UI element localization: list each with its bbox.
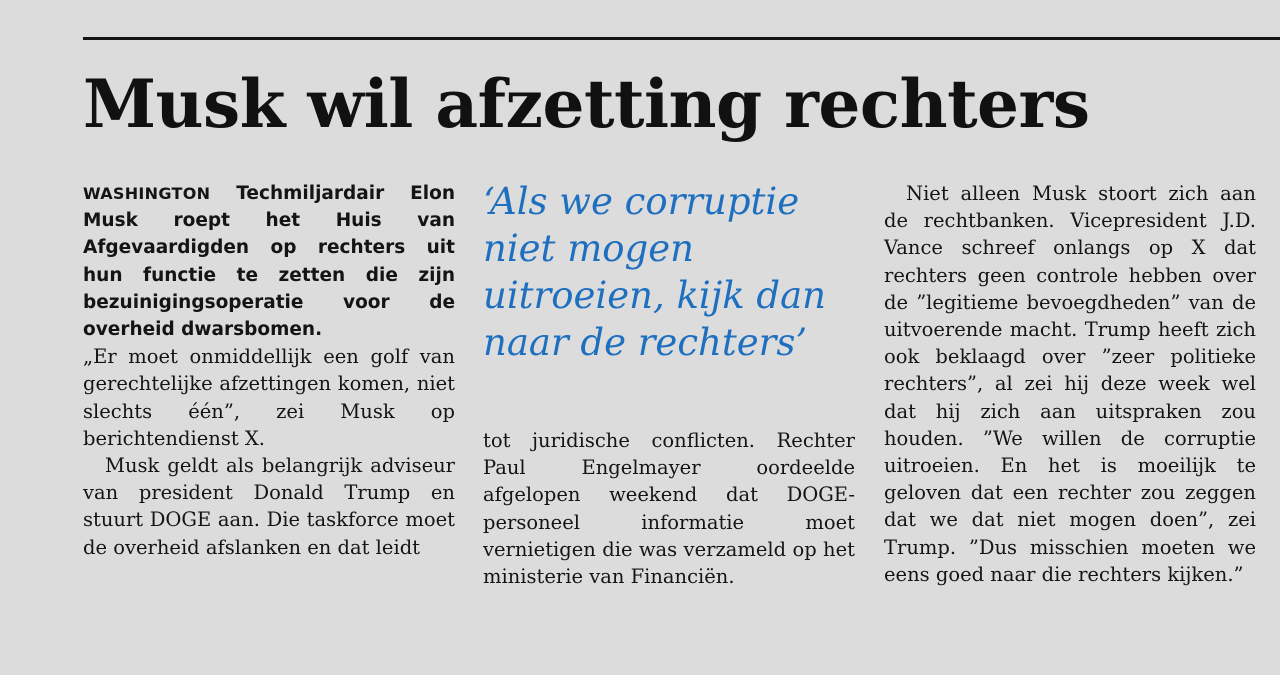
lead-text: Techmiljardair Elon Musk roept het Huis van Afgevaardigden op rechters uit hun functie te zetten die zijn bezuinigingsoperatie voor de overheid dwarsbomen. — [83, 183, 455, 341]
article-column-2 — [483, 427, 855, 590]
body-paragraph: Niet alleen Musk stoort zich aan de rechtbanken. Vicepresident J.D. Vance schreef onlangs op X dat rechters geen controle hebben over de ”legitieme bevoegdheden” van de uitvoerende macht. Trump heeft zich ook beklaagd over ”zeer politieke rechters”, al zei hij deze week wel dat hij zich aan uitspraken zou houden. ”We willen de corruptie uitroeien. En het is moeilijk te geloven dat een rechter zou zeggen dat we dat niet mogen doen”, zei Trump. ”Dus misschien moeten we eens goed naar die rechters kijken.” — [884, 182, 1256, 586]
body-paragraph: „Er moet onmiddellijk een golf van gerechtelijke afzettingen komen, niet slechts één”, zei Musk op berichtendienst X. — [83, 345, 455, 450]
article-column-3 — [884, 180, 1256, 588]
article-column-1 — [83, 180, 455, 561]
body-paragraph: Musk geldt als belangrijk adviseur van president Donald Trump en stuurt DOGE aan. Die taskforce moet de overheid afslanken en dat leidt — [83, 454, 455, 559]
pull-quote: ‘Als we corruptie niet mogen uitroeien, kijk dan naar de rechters’ — [483, 180, 826, 364]
dateline: WASHINGTON — [83, 184, 211, 203]
top-rule — [83, 37, 1280, 40]
body-paragraph: tot juridische conflicten. Rechter Paul Engelmayer oordeelde afgelopen weekend dat DOGE-personeel informatie moet vernietigen die was verzameld op het ministerie van Financiën. — [483, 429, 855, 589]
article-headline: Musk wil afzetting rechters — [83, 65, 1090, 143]
article-lead — [83, 180, 455, 343]
